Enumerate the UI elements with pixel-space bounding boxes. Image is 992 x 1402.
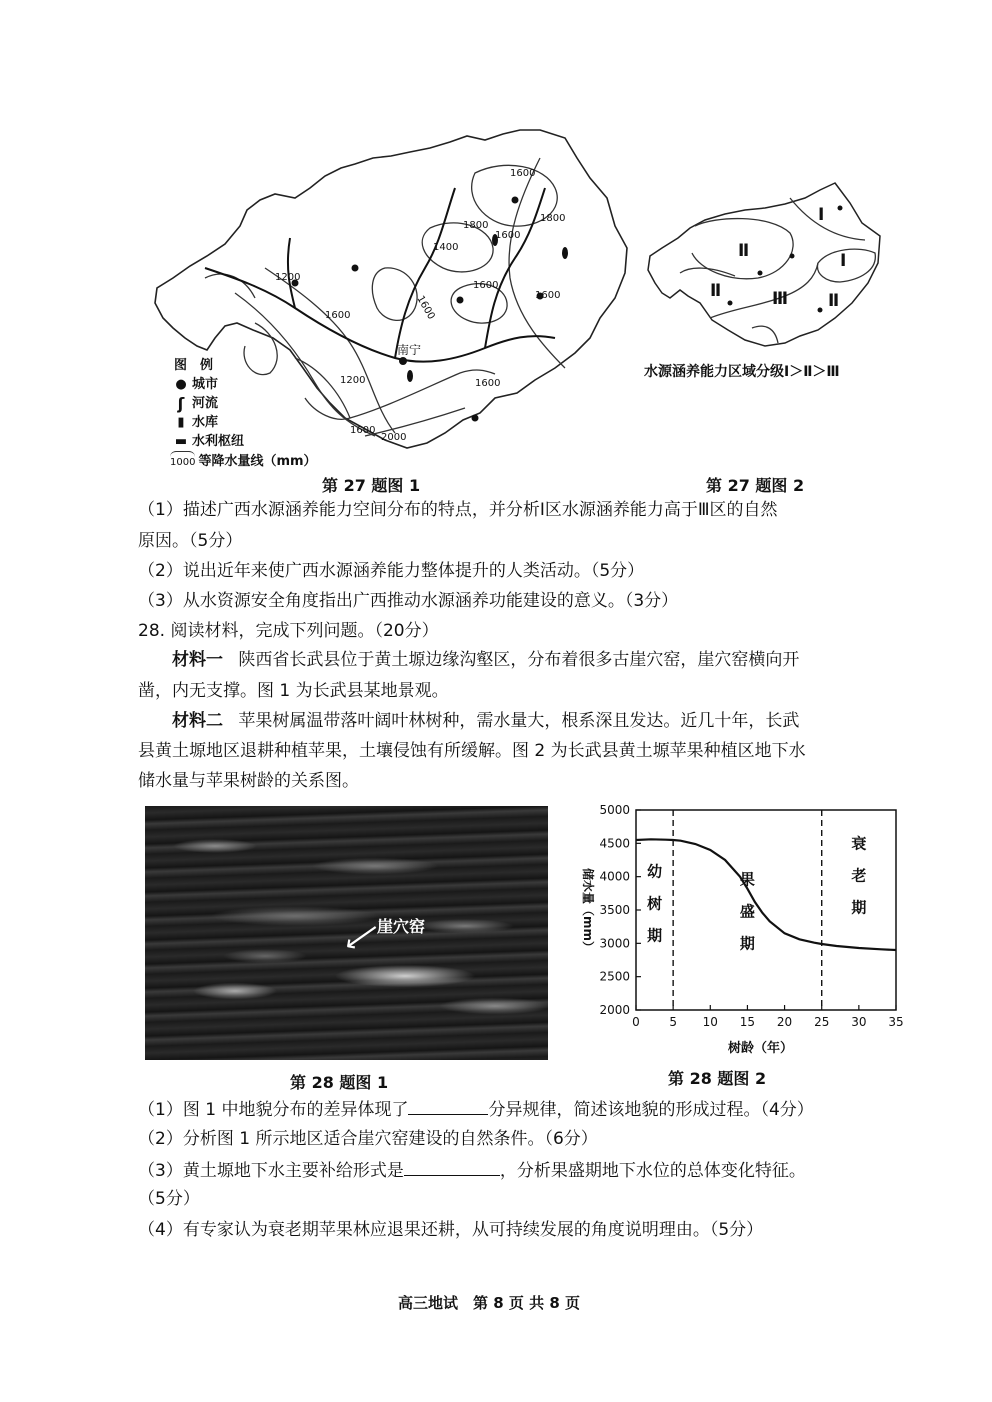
x-tick-label: 5 bbox=[669, 1015, 677, 1029]
period-label-char: 盛 bbox=[739, 902, 755, 921]
answer-blank-2[interactable] bbox=[404, 1161, 500, 1176]
x-tick-label: 35 bbox=[888, 1015, 904, 1029]
river-icon: ʃ bbox=[177, 394, 185, 413]
legend-item-city bbox=[170, 375, 340, 394]
legend-item-label: 水利枢纽 bbox=[192, 434, 245, 449]
isohyet-label: 1600 bbox=[535, 290, 561, 301]
q27-part1-line1: （1）描述广西水源涵养能力空间分布的特点，并分析Ⅰ区水源涵养能力高于Ⅲ区的自然 bbox=[138, 500, 778, 520]
zone-label: Ⅱ bbox=[828, 291, 840, 311]
y-tick-label: 4000 bbox=[599, 869, 630, 884]
period-label-char: 树 bbox=[647, 894, 663, 913]
zone-label: Ⅰ bbox=[840, 251, 847, 271]
fig28-2-chart bbox=[568, 798, 908, 1060]
q28-material1-line2: 凿，内无支撑。图 1 为长武县某地景观。 bbox=[138, 681, 449, 701]
q28-intro: 28. 阅读材料，完成下列问题。（20分） bbox=[138, 621, 439, 641]
x-tick-label: 30 bbox=[851, 1015, 867, 1029]
zone-label: Ⅲ bbox=[772, 289, 789, 309]
period-label-char: 老 bbox=[851, 866, 867, 885]
q28-part3 bbox=[138, 1161, 806, 1180]
water-storage-line bbox=[636, 839, 896, 950]
zone-label: Ⅰ bbox=[818, 205, 825, 225]
isohyet-label: 1200 bbox=[275, 272, 301, 283]
isohyet-label: 1600 bbox=[473, 280, 499, 291]
material1-text: 陕西省长武县位于黄土塬边缘沟壑区，分布着很多古崖穴窑，崖穴窑横向开 bbox=[238, 650, 800, 670]
legend-title: 图 例 bbox=[174, 358, 214, 373]
y-tick-label: 3500 bbox=[599, 903, 630, 917]
legend-item-hydro-junction bbox=[170, 432, 340, 451]
isohyet-label: 1800 bbox=[540, 213, 566, 224]
material2-label: 材料二 bbox=[172, 711, 223, 731]
y-tick-label: 4500 bbox=[599, 836, 630, 851]
q28-material1-line1 bbox=[172, 652, 799, 669]
isohyet-label: 1200 bbox=[340, 375, 366, 386]
y-tick-label: 5000 bbox=[599, 803, 630, 817]
q28-part1 bbox=[138, 1100, 814, 1119]
isohyet-label: 1600 bbox=[414, 294, 437, 322]
fig27-2-map bbox=[640, 178, 890, 358]
legend-item-isohyet bbox=[170, 451, 340, 472]
y-tick-label: 2500 bbox=[599, 969, 630, 984]
isohyet-label: 1800 bbox=[463, 220, 489, 231]
period-label-char: 果 bbox=[739, 870, 755, 889]
legend-item-reservoir bbox=[170, 413, 340, 432]
photo-arrow: ⟵ bbox=[337, 914, 386, 960]
hydro-junction-icon: ▬ bbox=[174, 434, 188, 449]
isohyet-label: 1400 bbox=[433, 242, 459, 253]
q27-part3: （3）从水资源安全角度指出广西推动水源涵养功能建设的意义。（3分） bbox=[138, 591, 679, 611]
q28-material2-line2: 县黄土塬地区退耕种植苹果，土壤侵蚀有所缓解。图 2 为长武县黄土塬苹果种植区地下水 bbox=[138, 741, 806, 761]
period-label-char: 期 bbox=[739, 934, 755, 953]
period-label-char: 期 bbox=[851, 898, 867, 917]
y-tick-label: 3000 bbox=[599, 936, 630, 951]
x-tick-label: 10 bbox=[702, 1015, 718, 1029]
legend-item-label: 水库 bbox=[192, 415, 219, 430]
fig28-1-photo bbox=[145, 806, 548, 1060]
x-tick-label: 20 bbox=[776, 1015, 793, 1029]
city-icon: ● bbox=[175, 377, 187, 392]
isohyet-sample: 1000 bbox=[170, 451, 195, 472]
isohyet-label: 1600 bbox=[510, 168, 536, 179]
answer-blank-1[interactable] bbox=[408, 1100, 488, 1115]
y-tick-label: 2000 bbox=[599, 1003, 630, 1017]
reservoir-icon: ▮ bbox=[177, 415, 185, 430]
y-axis-label: 储水量（mm） bbox=[581, 868, 595, 954]
q28-part2: （2）分析图 1 所示地区适合崖穴窑建设的自然条件。（6分） bbox=[138, 1129, 598, 1149]
q28-part4: （4）有专家认为衰老期苹果林应退果还耕，从可持续发展的角度说明理由。（5分） bbox=[138, 1220, 764, 1240]
material1-label: 材料一 bbox=[172, 650, 223, 670]
q28-part3-score: （5分） bbox=[138, 1189, 200, 1209]
fig28-1-caption: 第 28 题图 1 bbox=[290, 1073, 389, 1092]
q28-part1-text-b: 分异规律，简述该地貌的形成过程。（4分） bbox=[488, 1100, 814, 1120]
q28-material2-line3: 储水量与苹果树龄的关系图。 bbox=[138, 771, 359, 791]
material2-text: 苹果树属温带落叶阔叶林树种，需水量大，根系深且发达。近几十年，长武 bbox=[238, 711, 800, 731]
isohyet-label: 2000 bbox=[381, 432, 407, 443]
zone-label: Ⅱ bbox=[710, 281, 722, 301]
period-label-char: 期 bbox=[647, 926, 663, 945]
period-label-char: 衰 bbox=[851, 834, 867, 853]
q27-part2: （2）说出近年来使广西水源涵养能力整体提升的人类活动。（5分） bbox=[138, 561, 645, 581]
isohyet-label: 1600 bbox=[495, 230, 521, 241]
legend-item-label: 等降水量线（mm） bbox=[198, 454, 317, 469]
q27-part1-line2: 原因。（5分） bbox=[138, 531, 243, 551]
isohyet-label: 1600 bbox=[475, 378, 501, 389]
fig27-2-caption: 第 27 题图 2 bbox=[706, 476, 805, 495]
zone-label: Ⅱ bbox=[738, 241, 750, 261]
isohyet-label: 1600 bbox=[325, 310, 351, 321]
fig27-1-legend bbox=[170, 356, 340, 472]
zone-grading-note: 水源涵养能力区域分级Ⅰ＞Ⅱ＞Ⅲ bbox=[644, 364, 840, 380]
page-footer: 高三地试 第 8 页 共 8 页 bbox=[398, 1294, 580, 1312]
x-tick-label: 0 bbox=[632, 1015, 640, 1029]
q28-part1-text-a: （1）图 1 中地貌分布的差异体现了 bbox=[138, 1100, 409, 1120]
period-label-char: 幼 bbox=[647, 862, 663, 881]
x-tick-label: 15 bbox=[739, 1015, 756, 1029]
legend-item-label: 城市 bbox=[192, 377, 219, 392]
q28-material2-line1 bbox=[172, 713, 799, 730]
legend-item-river bbox=[170, 394, 340, 413]
x-tick-label: 25 bbox=[814, 1015, 830, 1029]
q28-part3-text-a: （3）黄土塬地下水主要补给形式是 bbox=[138, 1161, 404, 1181]
isohyet-label: 1600 bbox=[350, 425, 376, 436]
photo-label: 崖穴窑 bbox=[377, 917, 426, 936]
x-axis-label: 树龄（年） bbox=[728, 1041, 794, 1056]
fig27-1-caption: 第 27 题图 1 bbox=[322, 476, 421, 495]
legend-item-label: 河流 bbox=[192, 396, 219, 411]
city-label-nanning: 南宁 bbox=[397, 343, 422, 357]
fig28-2-caption: 第 28 题图 2 bbox=[668, 1069, 767, 1088]
q28-part3-text-b: ，分析果盛期地下水位的总体变化特征。 bbox=[499, 1161, 806, 1181]
